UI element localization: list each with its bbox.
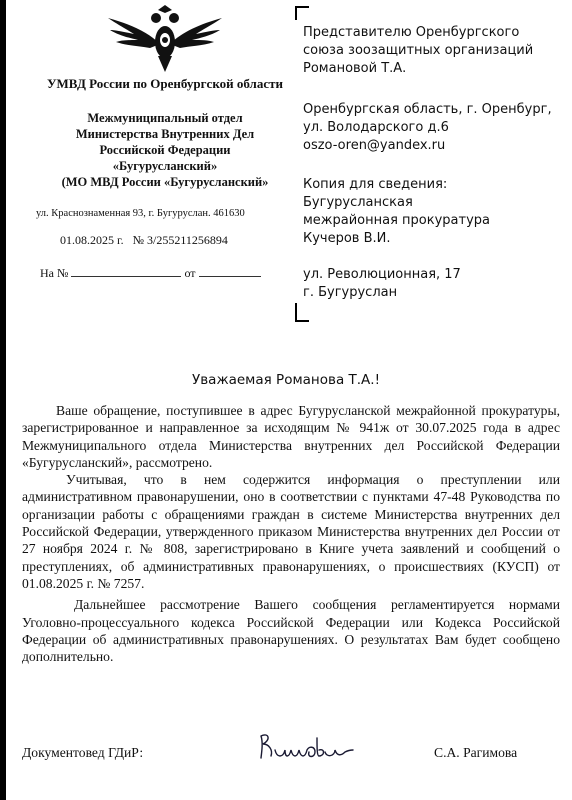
handwritten-signature	[255, 728, 355, 764]
ref-from-label: от	[184, 266, 196, 280]
recipient-address-block	[303, 101, 563, 155]
ref-number-blank	[71, 266, 181, 277]
outgoing-date-number	[60, 233, 228, 248]
scan-edge-bar	[0, 0, 6, 800]
org-line-5: (МО МВД России «Бугурусланский»	[61, 175, 269, 189]
corner-mark-bottom	[295, 303, 297, 321]
copy-block	[303, 176, 563, 248]
recipient-line-1: Представителю Оренбургского	[303, 25, 520, 40]
body-paragraph-2: Учитывая, что в нем содержится информация о преступлении или административном правонарушении, оно в соответствии с пунктами 47-48 Руководства по организации работы с обращениями граждан в системе Министерства внутренних дел Российской Федерации, утвержденного приказом Министерства внутренних дел России от 27 ноября 2024 г. № 808, зарегистрировано в Книге учета заявлений и сообщений о преступлениях, об административных правонарушениях, о происшествиях (КУСП) от 01.08.2025 г. № 7257.	[22, 472, 560, 591]
copy-line-2: межрайонная прокуратура	[303, 213, 491, 228]
ref-date-blank	[199, 266, 261, 277]
sender-block	[20, 76, 310, 190]
org-line-3: Российской Федерации	[99, 143, 231, 157]
outgoing-date: 01.08.2025 г.	[60, 233, 124, 247]
letter-body	[22, 402, 560, 665]
copy-address-block	[303, 266, 563, 302]
recipient-line-2: союза зоозащитных организаций	[303, 43, 534, 58]
ministry-unit: УМВД России по Оренбургской области	[47, 76, 283, 91]
outgoing-number: № 3/255211256894	[132, 233, 228, 247]
org-line-1: Межмуниципальный отдел	[87, 111, 243, 125]
org-line-2: Министерства Внутренних Дел	[75, 127, 255, 141]
recipient-address-2: ул. Володарского д.6	[303, 120, 449, 135]
copy-line-1: Бугурусланская	[303, 195, 413, 210]
corner-mark-top	[295, 6, 297, 20]
copy-label: Копия для сведения:	[303, 177, 448, 192]
signer-name: С.А. Рагимова	[434, 745, 518, 760]
body-paragraph-1: Ваше обращение, поступившее в адрес Бугурусланской межрайонной прокуратуры, зарегистрированное и направленное за исходящим № 941ж от 30.07.2025 года в адрес Межмуниципального отдела Министерства внутренних дел Российской Федерации «Бугурусланский», рассмотрено.	[22, 403, 560, 470]
corner-mark-bottom-h	[295, 320, 309, 322]
recipient-line-3: Романовой Т.А.	[303, 61, 407, 76]
sender-address: ул. Краснознаменная 93, г. Бугуруслан. 461630	[36, 208, 245, 219]
body-paragraph-3: Дальнейшее рассмотрение Вашего сообщения регламентируется нормами Уголовно-процессуального кодекса Российской Федерации или Кодекса Российской Федерации об административных правонарушениях. О результатах Вам будет сообщено дополнительно.	[22, 597, 560, 665]
recipient-email: oszo-oren@yandex.ru	[303, 138, 446, 153]
org-line-4: «Бугурусланский»	[112, 159, 218, 173]
recipient-block	[303, 24, 563, 78]
salutation: Уважаемая Романова Т.А.!	[191, 372, 380, 388]
recipient-address-1: Оренбургская область, г. Оренбург,	[303, 102, 552, 117]
copy-recipient-name: Кучеров В.И.	[303, 231, 391, 246]
corner-mark-top-h	[295, 6, 309, 8]
copy-address-1: ул. Революционная, 17	[303, 267, 461, 282]
copy-address-2: г. Бугуруслан	[303, 285, 398, 300]
mvd-emblem-icon	[100, 4, 230, 74]
reference-line	[40, 266, 280, 281]
ref-label: На №	[40, 266, 69, 280]
signer-role: Документовед ГДиР:	[22, 745, 144, 760]
